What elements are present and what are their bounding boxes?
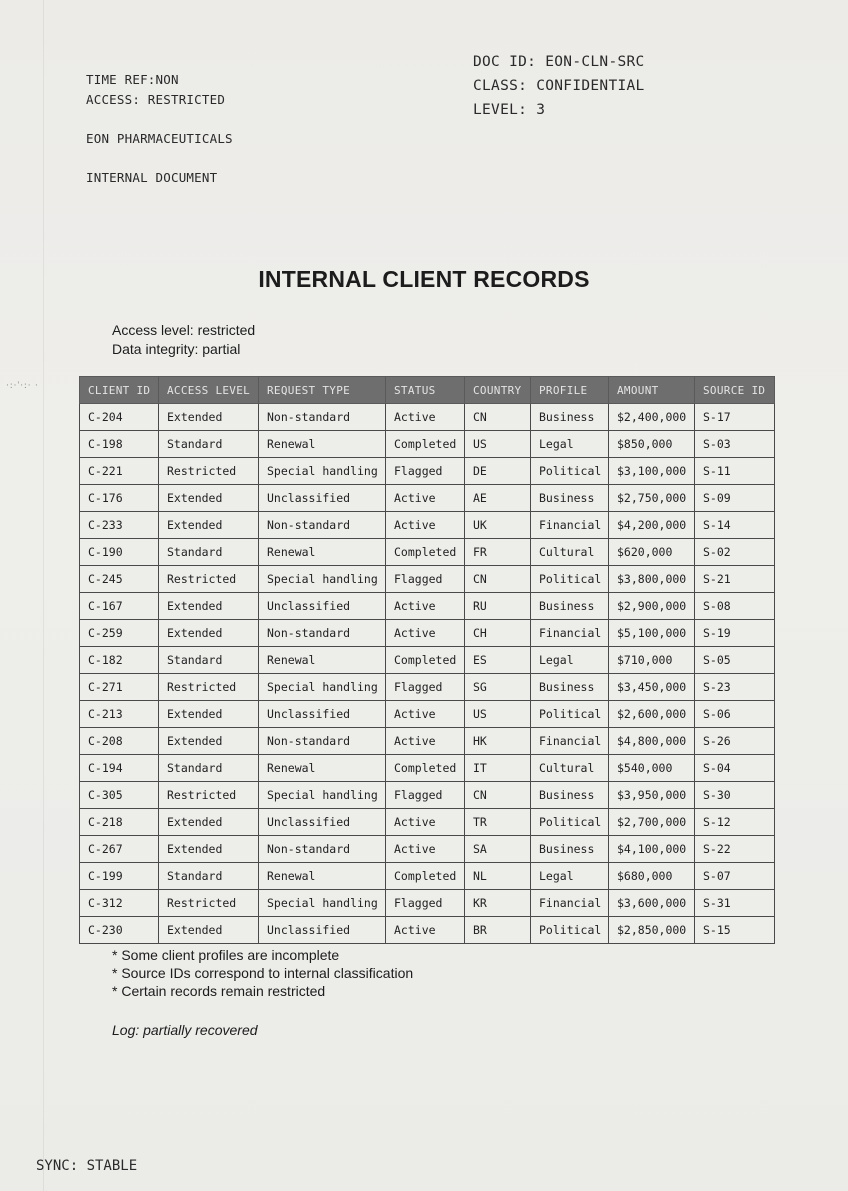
access-label: ACCESS: RESTRICTED: [86, 92, 226, 107]
cell-status: Completed: [386, 647, 465, 674]
column-header-client-id: CLIENT ID: [80, 377, 159, 404]
cell-client-id: C-233: [80, 512, 159, 539]
cell-client-id: C-305: [80, 782, 159, 809]
cell-status: Active: [386, 512, 465, 539]
cell-access-level: Restricted: [159, 782, 259, 809]
cell-country: SG: [465, 674, 531, 701]
cell-access-level: Restricted: [159, 890, 259, 917]
cell-client-id: C-271: [80, 674, 159, 701]
cell-country: CN: [465, 404, 531, 431]
cell-client-id: C-167: [80, 593, 159, 620]
cell-status: Flagged: [386, 782, 465, 809]
cell-access-level: Standard: [159, 539, 259, 566]
cell-amount: $710,000: [609, 647, 695, 674]
cell-amount: $3,100,000: [609, 458, 695, 485]
cell-country: SA: [465, 836, 531, 863]
column-header-profile: PROFILE: [531, 377, 609, 404]
table-row: [80, 755, 775, 782]
cell-request-type: Unclassified: [259, 917, 386, 944]
table-row: [80, 566, 775, 593]
cell-profile: Financial: [531, 728, 609, 755]
cell-amount: $680,000: [609, 863, 695, 890]
cell-profile: Legal: [531, 863, 609, 890]
cell-profile: Financial: [531, 512, 609, 539]
cell-status: Flagged: [386, 566, 465, 593]
cell-request-type: Renewal: [259, 647, 386, 674]
cell-client-id: C-190: [80, 539, 159, 566]
cell-access-level: Extended: [159, 593, 259, 620]
doc-id: DOC ID: EON-CLN-SRC: [473, 54, 645, 70]
cell-status: Active: [386, 917, 465, 944]
cell-country: NL: [465, 863, 531, 890]
cell-profile: Legal: [531, 431, 609, 458]
cell-amount: $3,600,000: [609, 890, 695, 917]
cell-client-id: C-208: [80, 728, 159, 755]
cell-client-id: C-213: [80, 701, 159, 728]
table-header-row: [80, 377, 775, 404]
cell-source-id: S-30: [695, 782, 775, 809]
cell-source-id: S-12: [695, 809, 775, 836]
cell-status: Active: [386, 404, 465, 431]
cell-source-id: S-02: [695, 539, 775, 566]
cell-request-type: Special handling: [259, 566, 386, 593]
cell-country: DE: [465, 458, 531, 485]
cell-request-type: Non-standard: [259, 404, 386, 431]
cell-amount: $2,400,000: [609, 404, 695, 431]
cell-source-id: S-11: [695, 458, 775, 485]
cell-access-level: Extended: [159, 404, 259, 431]
cell-request-type: Non-standard: [259, 728, 386, 755]
cell-client-id: C-267: [80, 836, 159, 863]
cell-country: CN: [465, 566, 531, 593]
cell-amount: $3,950,000: [609, 782, 695, 809]
cell-client-id: C-182: [80, 647, 159, 674]
note-restricted-records: * Certain records remain restricted: [112, 983, 326, 999]
document-type: INTERNAL DOCUMENT: [86, 170, 218, 185]
cell-status: Active: [386, 701, 465, 728]
cell-access-level: Extended: [159, 620, 259, 647]
table-body: [80, 404, 775, 944]
cell-source-id: S-07: [695, 863, 775, 890]
cell-request-type: Renewal: [259, 431, 386, 458]
cell-access-level: Extended: [159, 485, 259, 512]
cell-profile: Business: [531, 593, 609, 620]
cell-status: Active: [386, 836, 465, 863]
cell-client-id: C-259: [80, 620, 159, 647]
cell-source-id: S-15: [695, 917, 775, 944]
table-row: [80, 485, 775, 512]
cell-country: CN: [465, 782, 531, 809]
column-header-amount: AMOUNT: [609, 377, 695, 404]
table-row: [80, 917, 775, 944]
cell-access-level: Extended: [159, 728, 259, 755]
access-level-note: Access level: restricted: [112, 322, 256, 338]
cell-source-id: S-04: [695, 755, 775, 782]
cell-request-type: Special handling: [259, 890, 386, 917]
cell-amount: $3,450,000: [609, 674, 695, 701]
cell-status: Completed: [386, 863, 465, 890]
cell-amount: $4,200,000: [609, 512, 695, 539]
cell-status: Flagged: [386, 890, 465, 917]
cell-country: US: [465, 701, 531, 728]
cell-profile: Political: [531, 701, 609, 728]
cell-request-type: Non-standard: [259, 836, 386, 863]
cell-profile: Cultural: [531, 539, 609, 566]
table-row: [80, 539, 775, 566]
cell-country: AE: [465, 485, 531, 512]
cell-country: TR: [465, 809, 531, 836]
cell-source-id: S-17: [695, 404, 775, 431]
cell-source-id: S-05: [695, 647, 775, 674]
cell-amount: $540,000: [609, 755, 695, 782]
cell-source-id: S-21: [695, 566, 775, 593]
cell-access-level: Restricted: [159, 458, 259, 485]
column-header-status: STATUS: [386, 377, 465, 404]
sync-status: SYNC: STABLE: [36, 1158, 138, 1174]
cell-source-id: S-09: [695, 485, 775, 512]
cell-profile: Political: [531, 566, 609, 593]
cell-source-id: S-06: [695, 701, 775, 728]
cell-client-id: C-204: [80, 404, 159, 431]
cell-source-id: S-03: [695, 431, 775, 458]
cell-access-level: Extended: [159, 512, 259, 539]
table-row: [80, 836, 775, 863]
cell-access-level: Standard: [159, 647, 259, 674]
cell-source-id: S-14: [695, 512, 775, 539]
cell-client-id: C-312: [80, 890, 159, 917]
table-row: [80, 431, 775, 458]
table-row: [80, 620, 775, 647]
cell-access-level: Restricted: [159, 566, 259, 593]
cell-access-level: Standard: [159, 431, 259, 458]
cell-profile: Political: [531, 917, 609, 944]
cell-profile: Financial: [531, 890, 609, 917]
table-row: [80, 890, 775, 917]
cell-profile: Business: [531, 485, 609, 512]
column-header-country: COUNTRY: [465, 377, 531, 404]
cell-status: Completed: [386, 755, 465, 782]
cell-country: ES: [465, 647, 531, 674]
cell-amount: $850,000: [609, 431, 695, 458]
paper-fold-line: [43, 0, 44, 1191]
cell-status: Active: [386, 809, 465, 836]
table-row: [80, 863, 775, 890]
cell-amount: $2,850,000: [609, 917, 695, 944]
table-row: [80, 458, 775, 485]
table-row: [80, 512, 775, 539]
cell-status: Active: [386, 728, 465, 755]
client-records-table: [79, 376, 775, 944]
cell-access-level: Extended: [159, 836, 259, 863]
cell-request-type: Renewal: [259, 755, 386, 782]
cell-request-type: Special handling: [259, 782, 386, 809]
cell-profile: Business: [531, 782, 609, 809]
cell-profile: Business: [531, 404, 609, 431]
cell-request-type: Renewal: [259, 863, 386, 890]
note-incomplete-profiles: * Some client profiles are incomplete: [112, 947, 340, 963]
table-row: [80, 782, 775, 809]
table-row: [80, 593, 775, 620]
cell-profile: Political: [531, 458, 609, 485]
cell-country: FR: [465, 539, 531, 566]
cell-country: BR: [465, 917, 531, 944]
cell-status: Flagged: [386, 458, 465, 485]
company-name: EON PHARMACEUTICALS: [86, 131, 233, 146]
table-row: [80, 404, 775, 431]
cell-amount: $2,700,000: [609, 809, 695, 836]
cell-profile: Business: [531, 674, 609, 701]
cell-source-id: S-31: [695, 890, 775, 917]
cell-source-id: S-19: [695, 620, 775, 647]
cell-amount: $2,600,000: [609, 701, 695, 728]
column-header-request-type: REQUEST TYPE: [259, 377, 386, 404]
cell-request-type: Unclassified: [259, 701, 386, 728]
cell-profile: Legal: [531, 647, 609, 674]
cell-country: KR: [465, 890, 531, 917]
column-header-access-level: ACCESS LEVEL: [159, 377, 259, 404]
cell-amount: $620,000: [609, 539, 695, 566]
cell-status: Active: [386, 593, 465, 620]
cell-status: Completed: [386, 431, 465, 458]
log-status: Log: partially recovered: [112, 1022, 258, 1038]
column-header-source-id: SOURCE ID: [695, 377, 775, 404]
cell-amount: $4,800,000: [609, 728, 695, 755]
cell-source-id: S-08: [695, 593, 775, 620]
cell-status: Active: [386, 620, 465, 647]
cell-client-id: C-221: [80, 458, 159, 485]
cell-source-id: S-23: [695, 674, 775, 701]
cell-request-type: Unclassified: [259, 485, 386, 512]
cell-access-level: Extended: [159, 701, 259, 728]
cell-country: US: [465, 431, 531, 458]
cell-amount: $5,100,000: [609, 620, 695, 647]
cell-country: CH: [465, 620, 531, 647]
cell-request-type: Special handling: [259, 674, 386, 701]
cell-country: HK: [465, 728, 531, 755]
security-level: LEVEL: 3: [473, 102, 546, 118]
scan-artifact: ·:·'·:· ·: [6, 380, 39, 390]
data-integrity-note: Data integrity: partial: [112, 341, 241, 357]
cell-country: RU: [465, 593, 531, 620]
classification: CLASS: CONFIDENTIAL: [473, 78, 645, 94]
page-title: INTERNAL CLIENT RECORDS: [258, 266, 590, 292]
cell-request-type: Unclassified: [259, 593, 386, 620]
cell-country: UK: [465, 512, 531, 539]
cell-client-id: C-198: [80, 431, 159, 458]
cell-client-id: C-230: [80, 917, 159, 944]
cell-status: Completed: [386, 539, 465, 566]
table-row: [80, 728, 775, 755]
cell-client-id: C-176: [80, 485, 159, 512]
cell-request-type: Renewal: [259, 539, 386, 566]
cell-access-level: Standard: [159, 755, 259, 782]
cell-access-level: Extended: [159, 917, 259, 944]
cell-amount: $3,800,000: [609, 566, 695, 593]
cell-request-type: Non-standard: [259, 512, 386, 539]
table-row: [80, 674, 775, 701]
cell-client-id: C-218: [80, 809, 159, 836]
cell-access-level: Restricted: [159, 674, 259, 701]
cell-country: IT: [465, 755, 531, 782]
cell-status: Active: [386, 485, 465, 512]
cell-request-type: Special handling: [259, 458, 386, 485]
cell-client-id: C-199: [80, 863, 159, 890]
cell-client-id: C-245: [80, 566, 159, 593]
cell-source-id: S-22: [695, 836, 775, 863]
cell-profile: Financial: [531, 620, 609, 647]
cell-request-type: Unclassified: [259, 809, 386, 836]
cell-source-id: S-26: [695, 728, 775, 755]
cell-amount: $4,100,000: [609, 836, 695, 863]
cell-profile: Business: [531, 836, 609, 863]
cell-amount: $2,750,000: [609, 485, 695, 512]
cell-profile: Political: [531, 809, 609, 836]
time-ref: TIME REF:NON: [86, 72, 179, 87]
table-row: [80, 809, 775, 836]
cell-amount: $2,900,000: [609, 593, 695, 620]
cell-status: Flagged: [386, 674, 465, 701]
note-source-ids: * Source IDs correspond to internal classification: [112, 965, 414, 981]
cell-profile: Cultural: [531, 755, 609, 782]
cell-request-type: Non-standard: [259, 620, 386, 647]
table-row: [80, 701, 775, 728]
table-row: [80, 647, 775, 674]
cell-client-id: C-194: [80, 755, 159, 782]
cell-access-level: Extended: [159, 809, 259, 836]
cell-access-level: Standard: [159, 863, 259, 890]
